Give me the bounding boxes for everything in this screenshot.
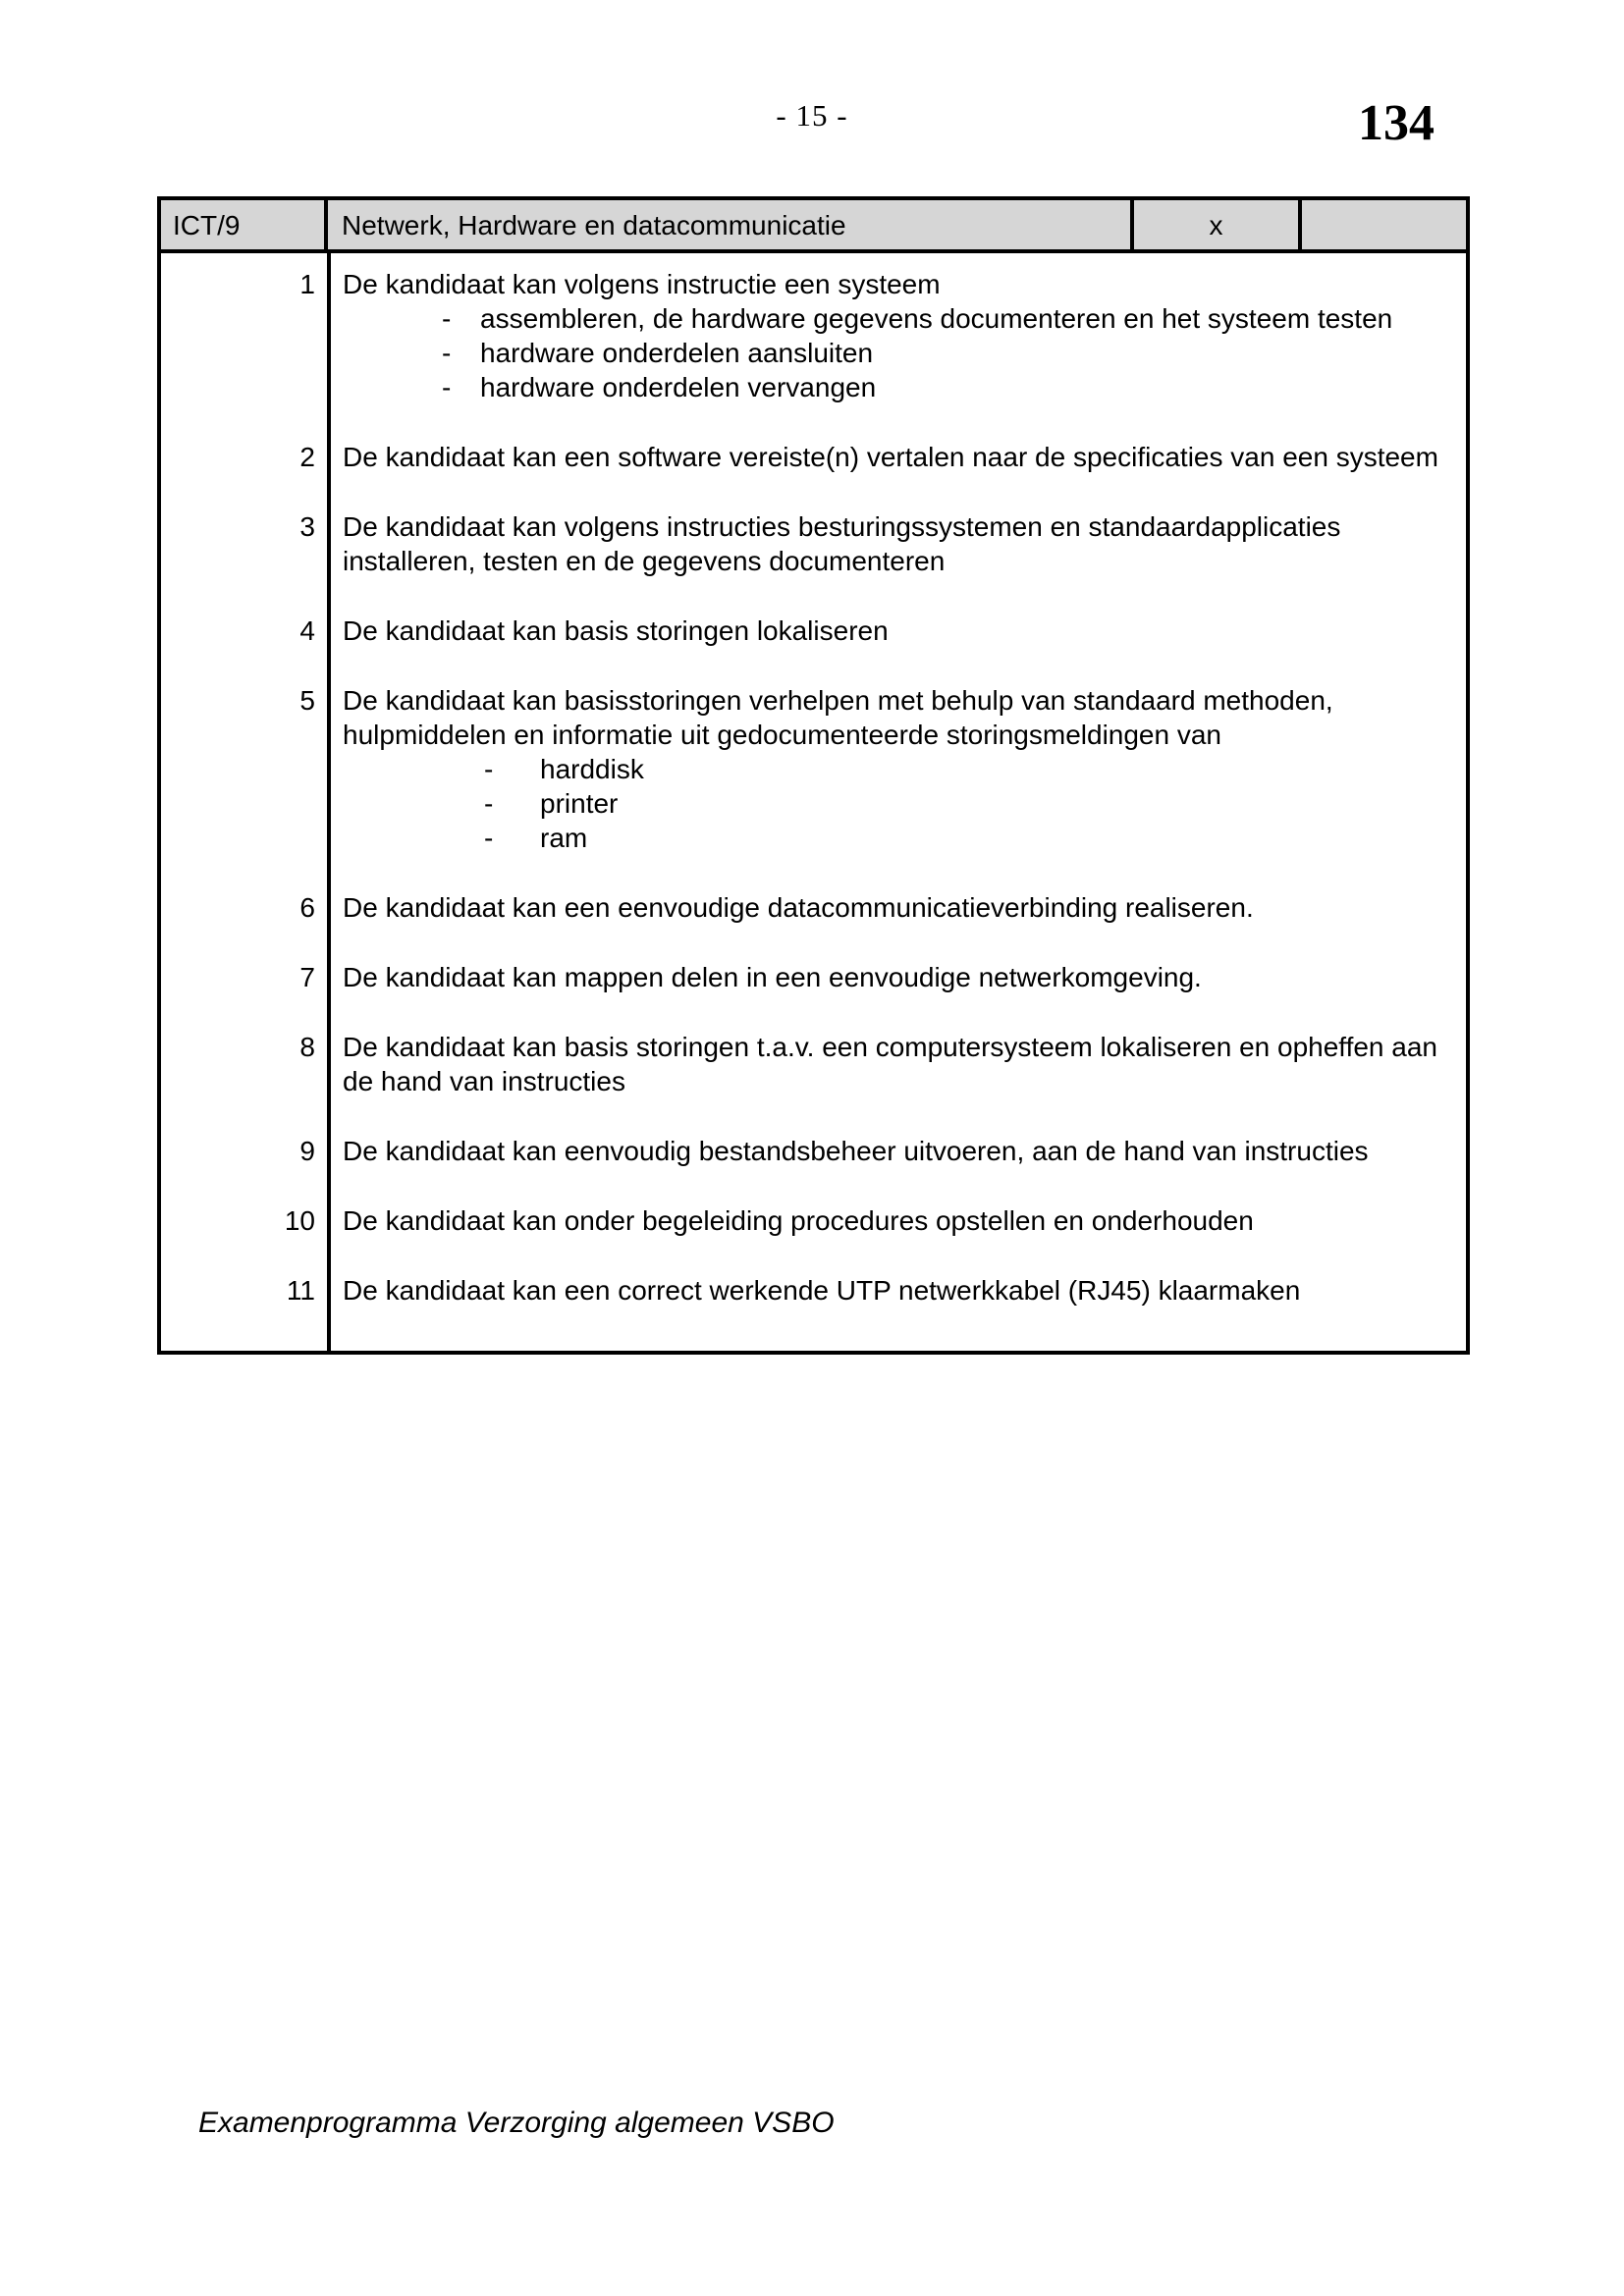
table-item-row [161,440,1466,474]
item-number: 8 [299,1032,315,1062]
bullet-text: ram [540,823,588,853]
table-item-row [161,267,1466,404]
page-id-number: 134 [1358,95,1435,151]
bullet-dash: - [442,303,452,334]
header-cell-title: Netwerk, Hardware en datacommunicatie [328,200,1134,249]
table-item-row [161,890,1466,925]
exam-program-table [157,196,1470,1355]
bullet-line [343,821,1458,855]
bullet-text: harddisk [540,754,644,784]
item-content [327,267,1466,404]
bullet-dash: - [484,788,494,819]
bullet-dash: - [442,372,452,402]
item-text: De kandidaat kan basis storingen t.a.v. een computersysteem lokaliseren en opheffen aan de hand van instructies [343,1032,1437,1096]
item-content [327,440,1466,474]
item-number: 4 [299,615,315,646]
bullet-text: printer [540,788,619,819]
item-content [327,1273,1466,1308]
bullet-line [343,786,1458,821]
bullet-text: hardware onderdelen vervangen [480,372,877,402]
bullet-line [343,336,1458,370]
table-body [161,253,1466,1351]
item-content [327,890,1466,925]
table-item-row [161,1203,1466,1238]
item-text: De kandidaat kan een eenvoudige datacommunicatieverbinding realiseren. [343,892,1254,923]
bullet-dash: - [484,823,494,853]
item-number: 6 [299,892,315,923]
item-content [327,960,1466,994]
table-item-row [161,509,1466,578]
bullet-line [343,370,1458,404]
item-content [327,614,1466,648]
item-text: De kandidaat kan basisstoringen verhelpen met behulp van standaard methoden, hulpmiddelen en informatie uit gedocumenteerde storingsmeldingen van [343,685,1333,750]
item-content [327,683,1466,855]
table-item-row [161,683,1466,855]
item-text: De kandidaat kan volgens instructies besturingssystemen en standaardapplicaties installeren, testen en de gegevens documenteren [343,511,1341,576]
item-number: 3 [299,511,315,542]
item-text: De kandidaat kan volgens instructie een systeem [343,269,941,299]
item-number: 5 [299,685,315,716]
item-number: 10 [284,1205,315,1236]
item-number: 2 [299,442,315,472]
bullet-dash: - [442,338,452,368]
item-number: 7 [299,962,315,992]
table-header-row [161,200,1466,253]
bullet-text: assembleren, de hardware gegevens documenteren en het systeem testen [480,303,1393,334]
item-text: De kandidaat kan onder begeleiding procedures opstellen en onderhouden [343,1205,1254,1236]
header-cell-mark-empty [1302,200,1466,249]
item-number: 1 [299,269,315,299]
bullet-line [343,752,1458,786]
item-number: 11 [286,1275,315,1306]
item-text: De kandidaat kan basis storingen lokaliseren [343,615,889,646]
item-text: De kandidaat kan mappen delen in een eenvoudige netwerkomgeving. [343,962,1202,992]
table-item-row [161,1273,1466,1308]
header-cell-mark: x [1134,200,1302,249]
item-text: De kandidaat kan een software vereiste(n) vertalen naar de specificaties van een systeem [343,442,1438,472]
table-item-row [161,1030,1466,1098]
header-cell-code: ICT/9 [161,200,328,249]
bullet-dash: - [484,754,494,784]
bullet-line [343,301,1458,336]
page-number: - 15 - [776,98,848,133]
table-item-row [161,614,1466,648]
item-content [327,1134,1466,1168]
item-content [327,1030,1466,1098]
item-content [327,509,1466,578]
number-column-divider [327,253,331,1351]
item-text: De kandidaat kan een correct werkende UTP netwerkkabel (RJ45) klaarmaken [343,1275,1301,1306]
item-number: 9 [299,1136,315,1166]
bullet-text: hardware onderdelen aansluiten [480,338,874,368]
document-footer: Examenprogramma Verzorging algemeen VSBO [198,2107,835,2139]
table-item-row [161,1134,1466,1168]
item-content [327,1203,1466,1238]
table-item-row [161,960,1466,994]
item-text: De kandidaat kan eenvoudig bestandsbeheer uitvoeren, aan de hand van instructies [343,1136,1369,1166]
